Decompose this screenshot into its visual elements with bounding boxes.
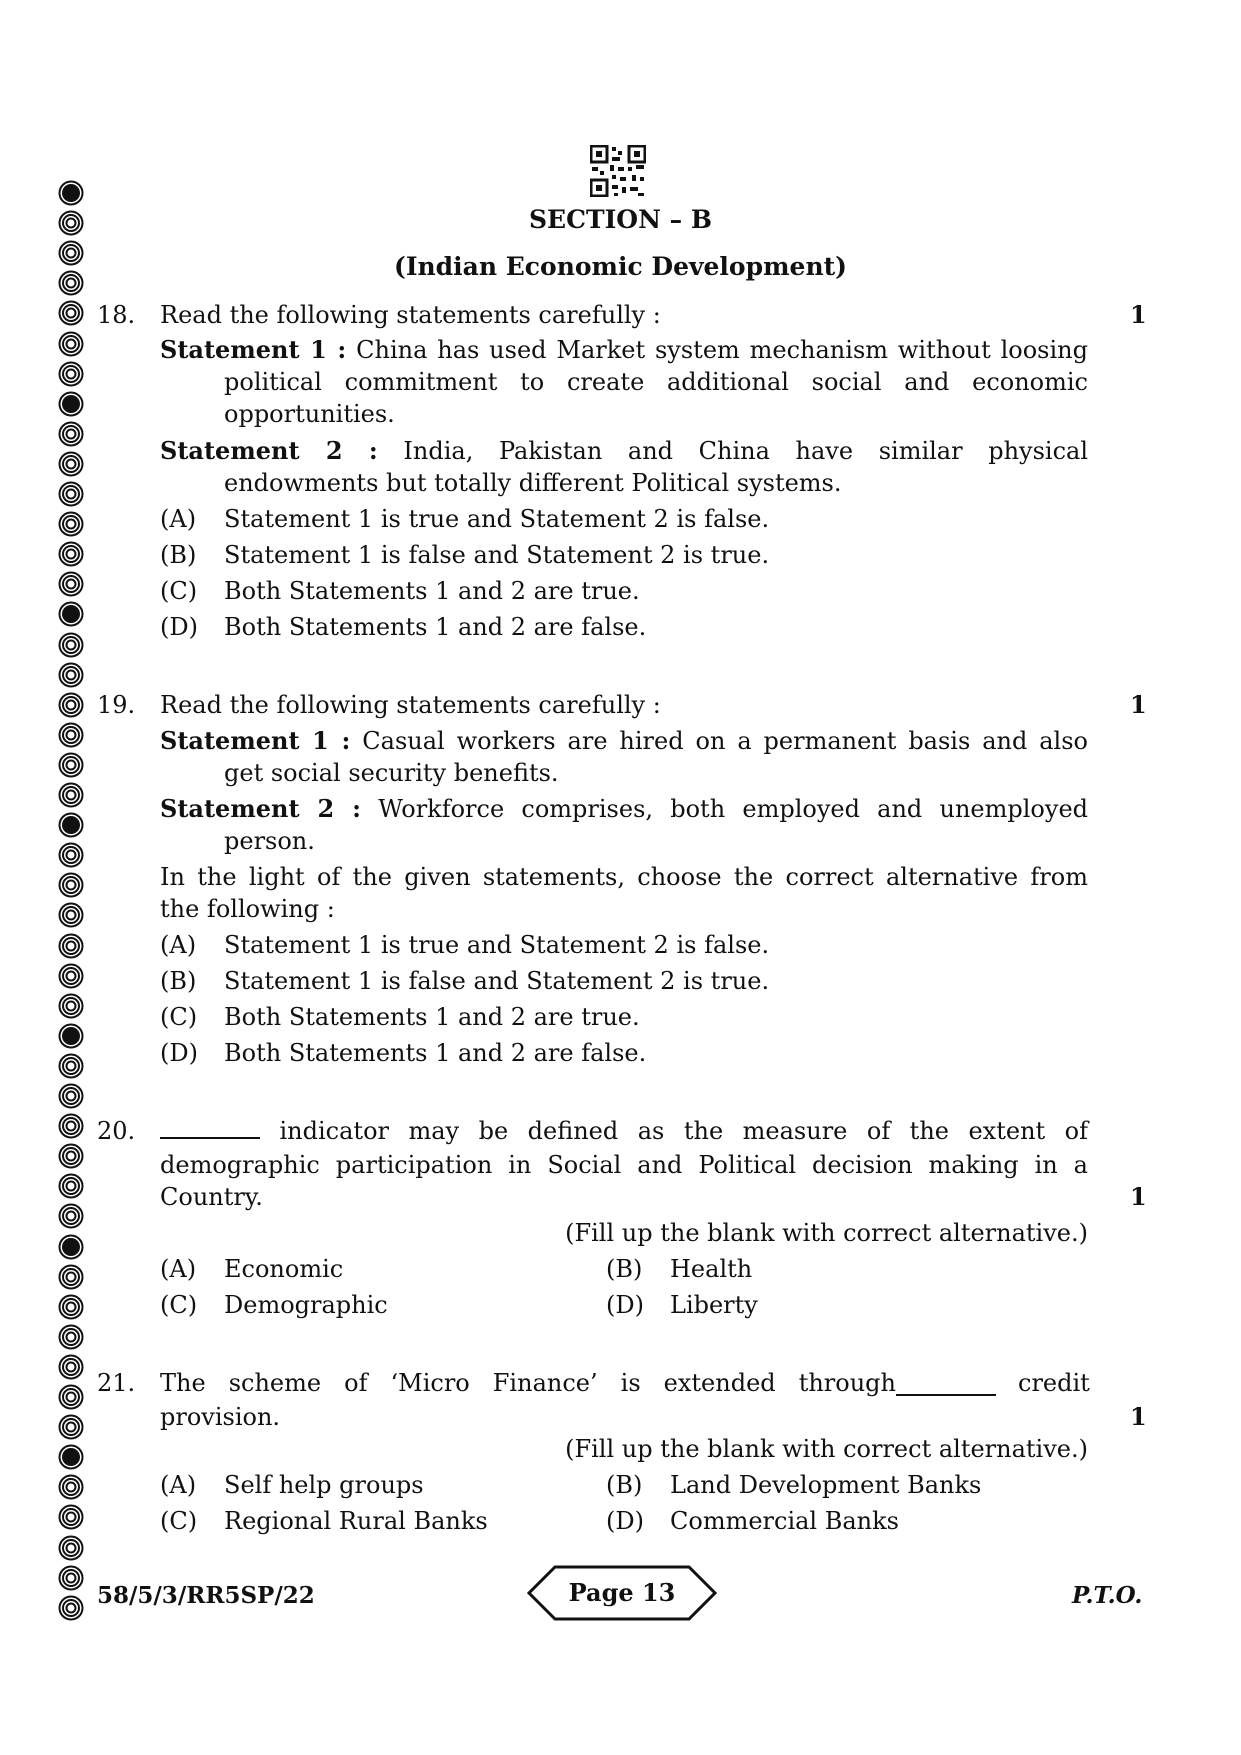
margin-circle bbox=[58, 511, 84, 537]
pto-label: P.T.O. bbox=[1072, 1582, 1143, 1609]
option-label: (A) bbox=[160, 1255, 197, 1283]
question-number: 19. bbox=[97, 691, 136, 719]
option-label: (D) bbox=[160, 1039, 198, 1067]
margin-circle bbox=[58, 1535, 84, 1561]
option-text: Both Statements 1 and 2 are false. bbox=[224, 1039, 647, 1067]
option-label: (D) bbox=[606, 1507, 644, 1535]
option-text: Both Statements 1 and 2 are true. bbox=[224, 577, 640, 605]
option-text: Demographic bbox=[224, 1291, 388, 1319]
question-text: indicator may be defined as the measure of the extent of bbox=[279, 1117, 1088, 1145]
margin-circle bbox=[58, 180, 84, 206]
qr-code bbox=[590, 145, 646, 197]
margin-circle bbox=[58, 300, 84, 326]
option-label: (B) bbox=[160, 541, 197, 569]
option-label: (C) bbox=[160, 1291, 198, 1319]
option-label: (C) bbox=[160, 1507, 198, 1535]
margin-circle bbox=[58, 1234, 84, 1260]
margin-circle bbox=[58, 1565, 84, 1591]
margin-circle bbox=[58, 421, 84, 447]
question-line-1 bbox=[160, 1115, 1088, 1147]
margin-circle bbox=[58, 872, 84, 898]
question-number: 20. bbox=[97, 1117, 136, 1145]
fill-instruction: (Fill up the blank with correct alternative.) bbox=[565, 1435, 1088, 1463]
margin-circle bbox=[58, 1083, 84, 1109]
marks: 1 bbox=[1130, 690, 1147, 719]
option-text: Liberty bbox=[670, 1291, 758, 1319]
margin-circle bbox=[58, 1444, 84, 1470]
option-label: (B) bbox=[606, 1255, 643, 1283]
option-text: Regional Rural Banks bbox=[224, 1507, 488, 1535]
margin-circle bbox=[58, 1414, 84, 1440]
margin-circle bbox=[58, 1324, 84, 1350]
option-label: (C) bbox=[160, 1003, 198, 1031]
question-line-1 bbox=[160, 1367, 896, 1399]
option-label: (A) bbox=[160, 505, 197, 533]
margin-circle bbox=[58, 632, 84, 658]
margin-circle bbox=[58, 1384, 84, 1410]
margin-circle bbox=[58, 1474, 84, 1500]
option-label: (A) bbox=[160, 931, 197, 959]
margin-circle bbox=[58, 1504, 84, 1530]
margin-circle bbox=[58, 601, 84, 627]
option-text: Both Statements 1 and 2 are false. bbox=[224, 613, 647, 641]
margin-circle bbox=[58, 812, 84, 838]
statement-1-line-2: political commitment to create additional social and economic bbox=[224, 368, 1088, 396]
statement-1-line-3: opportunities. bbox=[224, 400, 395, 428]
question-number: 21. bbox=[97, 1369, 136, 1397]
section-title: SECTION – B bbox=[529, 205, 712, 234]
question-line-3: Country. bbox=[160, 1183, 263, 1211]
margin-circle bbox=[58, 993, 84, 1019]
fill-instruction: (Fill up the blank with correct alternative.) bbox=[565, 1219, 1088, 1247]
margin-circle bbox=[58, 1294, 84, 1320]
statement-text: Casual workers are hired on a permanent basis and also bbox=[362, 727, 1088, 755]
page-number: Page 13 bbox=[568, 1578, 676, 1607]
option-label: (D) bbox=[160, 613, 198, 641]
margin-circle bbox=[58, 1053, 84, 1079]
margin-circle bbox=[58, 1595, 84, 1621]
margin-circle bbox=[58, 722, 84, 748]
margin-circle bbox=[58, 933, 84, 959]
option-text: Statement 1 is true and Statement 2 is false. bbox=[224, 505, 770, 533]
margin-circle bbox=[58, 361, 84, 387]
question-text: The scheme of ‘Micro Finance’ is extended through bbox=[160, 1369, 896, 1397]
margin-circle bbox=[58, 481, 84, 507]
statement-text: Workforce comprises, both employed and unemployed bbox=[378, 795, 1089, 823]
margin-circle bbox=[58, 1113, 84, 1139]
margin-circle bbox=[58, 1143, 84, 1169]
margin-circle bbox=[58, 1023, 84, 1049]
question-text-end: credit bbox=[1018, 1369, 1090, 1397]
question-line-2: provision. bbox=[160, 1403, 281, 1431]
question-line-2: demographic participation in Social and Political decision making in a bbox=[160, 1151, 1088, 1179]
option-label: (B) bbox=[606, 1471, 643, 1499]
marks: 1 bbox=[1130, 1402, 1147, 1431]
fill-blank bbox=[160, 1115, 260, 1139]
statement-text: India, Pakistan and China have similar physical bbox=[403, 437, 1088, 465]
option-label: (A) bbox=[160, 1471, 197, 1499]
option-text: Economic bbox=[224, 1255, 344, 1283]
margin-circle bbox=[58, 963, 84, 989]
option-label: (C) bbox=[160, 577, 198, 605]
fill-blank bbox=[896, 1372, 996, 1396]
margin-circle bbox=[58, 752, 84, 778]
margin-circle bbox=[58, 692, 84, 718]
margin-circle bbox=[58, 451, 84, 477]
margin-circle bbox=[58, 1354, 84, 1380]
option-text: Land Development Banks bbox=[670, 1471, 982, 1499]
option-text: Statement 1 is true and Statement 2 is false. bbox=[224, 931, 770, 959]
option-text: Commercial Banks bbox=[670, 1507, 899, 1535]
instruction-line-2: the following : bbox=[160, 895, 335, 923]
margin-circle bbox=[58, 1264, 84, 1290]
margin-circle bbox=[58, 331, 84, 357]
statement-label: Statement 2 : bbox=[160, 436, 378, 465]
statement-1-line-2: get social security benefits. bbox=[224, 759, 559, 787]
option-text: Both Statements 1 and 2 are true. bbox=[224, 1003, 640, 1031]
statement-label: Statement 2 : bbox=[160, 794, 361, 823]
margin-circle bbox=[58, 782, 84, 808]
statement-2-line-2: endowments but totally different Political systems. bbox=[224, 469, 842, 497]
margin-circle bbox=[58, 1203, 84, 1229]
marks: 1 bbox=[1130, 300, 1147, 329]
option-text: Health bbox=[670, 1255, 753, 1283]
statement-1-line-1 bbox=[160, 334, 1088, 366]
option-text: Statement 1 is false and Statement 2 is true. bbox=[224, 541, 770, 569]
option-label: (B) bbox=[160, 967, 197, 995]
section-subtitle: (Indian Economic Development) bbox=[393, 252, 847, 281]
statement-2-line-1 bbox=[160, 435, 1088, 467]
instruction-line-1: In the light of the given statements, choose the correct alternative from bbox=[160, 863, 1088, 891]
margin-circle bbox=[58, 541, 84, 567]
margin-circle bbox=[58, 391, 84, 417]
question-intro: Read the following statements carefully : bbox=[160, 301, 661, 329]
paper-code: 58/5/3/RR5SP/22 bbox=[97, 1582, 315, 1609]
margin-circle bbox=[58, 571, 84, 597]
margin-circle bbox=[58, 662, 84, 688]
question-intro: Read the following statements carefully : bbox=[160, 691, 661, 719]
option-label: (D) bbox=[606, 1291, 644, 1319]
question-number: 18. bbox=[97, 301, 136, 329]
statement-label: Statement 1 : bbox=[160, 726, 351, 755]
margin-circle bbox=[58, 842, 84, 868]
statement-2-line-2: person. bbox=[224, 827, 315, 855]
margin-circle bbox=[58, 1173, 84, 1199]
margin-circle bbox=[58, 902, 84, 928]
option-text: Statement 1 is false and Statement 2 is true. bbox=[224, 967, 770, 995]
statement-text: China has used Market system mechanism without loosing bbox=[356, 336, 1088, 364]
statement-label: Statement 1 : bbox=[160, 335, 347, 364]
statement-2-line-1 bbox=[160, 793, 1088, 825]
option-text: Self help groups bbox=[224, 1471, 424, 1499]
statement-1-line-1 bbox=[160, 725, 1088, 757]
marks: 1 bbox=[1130, 1182, 1147, 1211]
